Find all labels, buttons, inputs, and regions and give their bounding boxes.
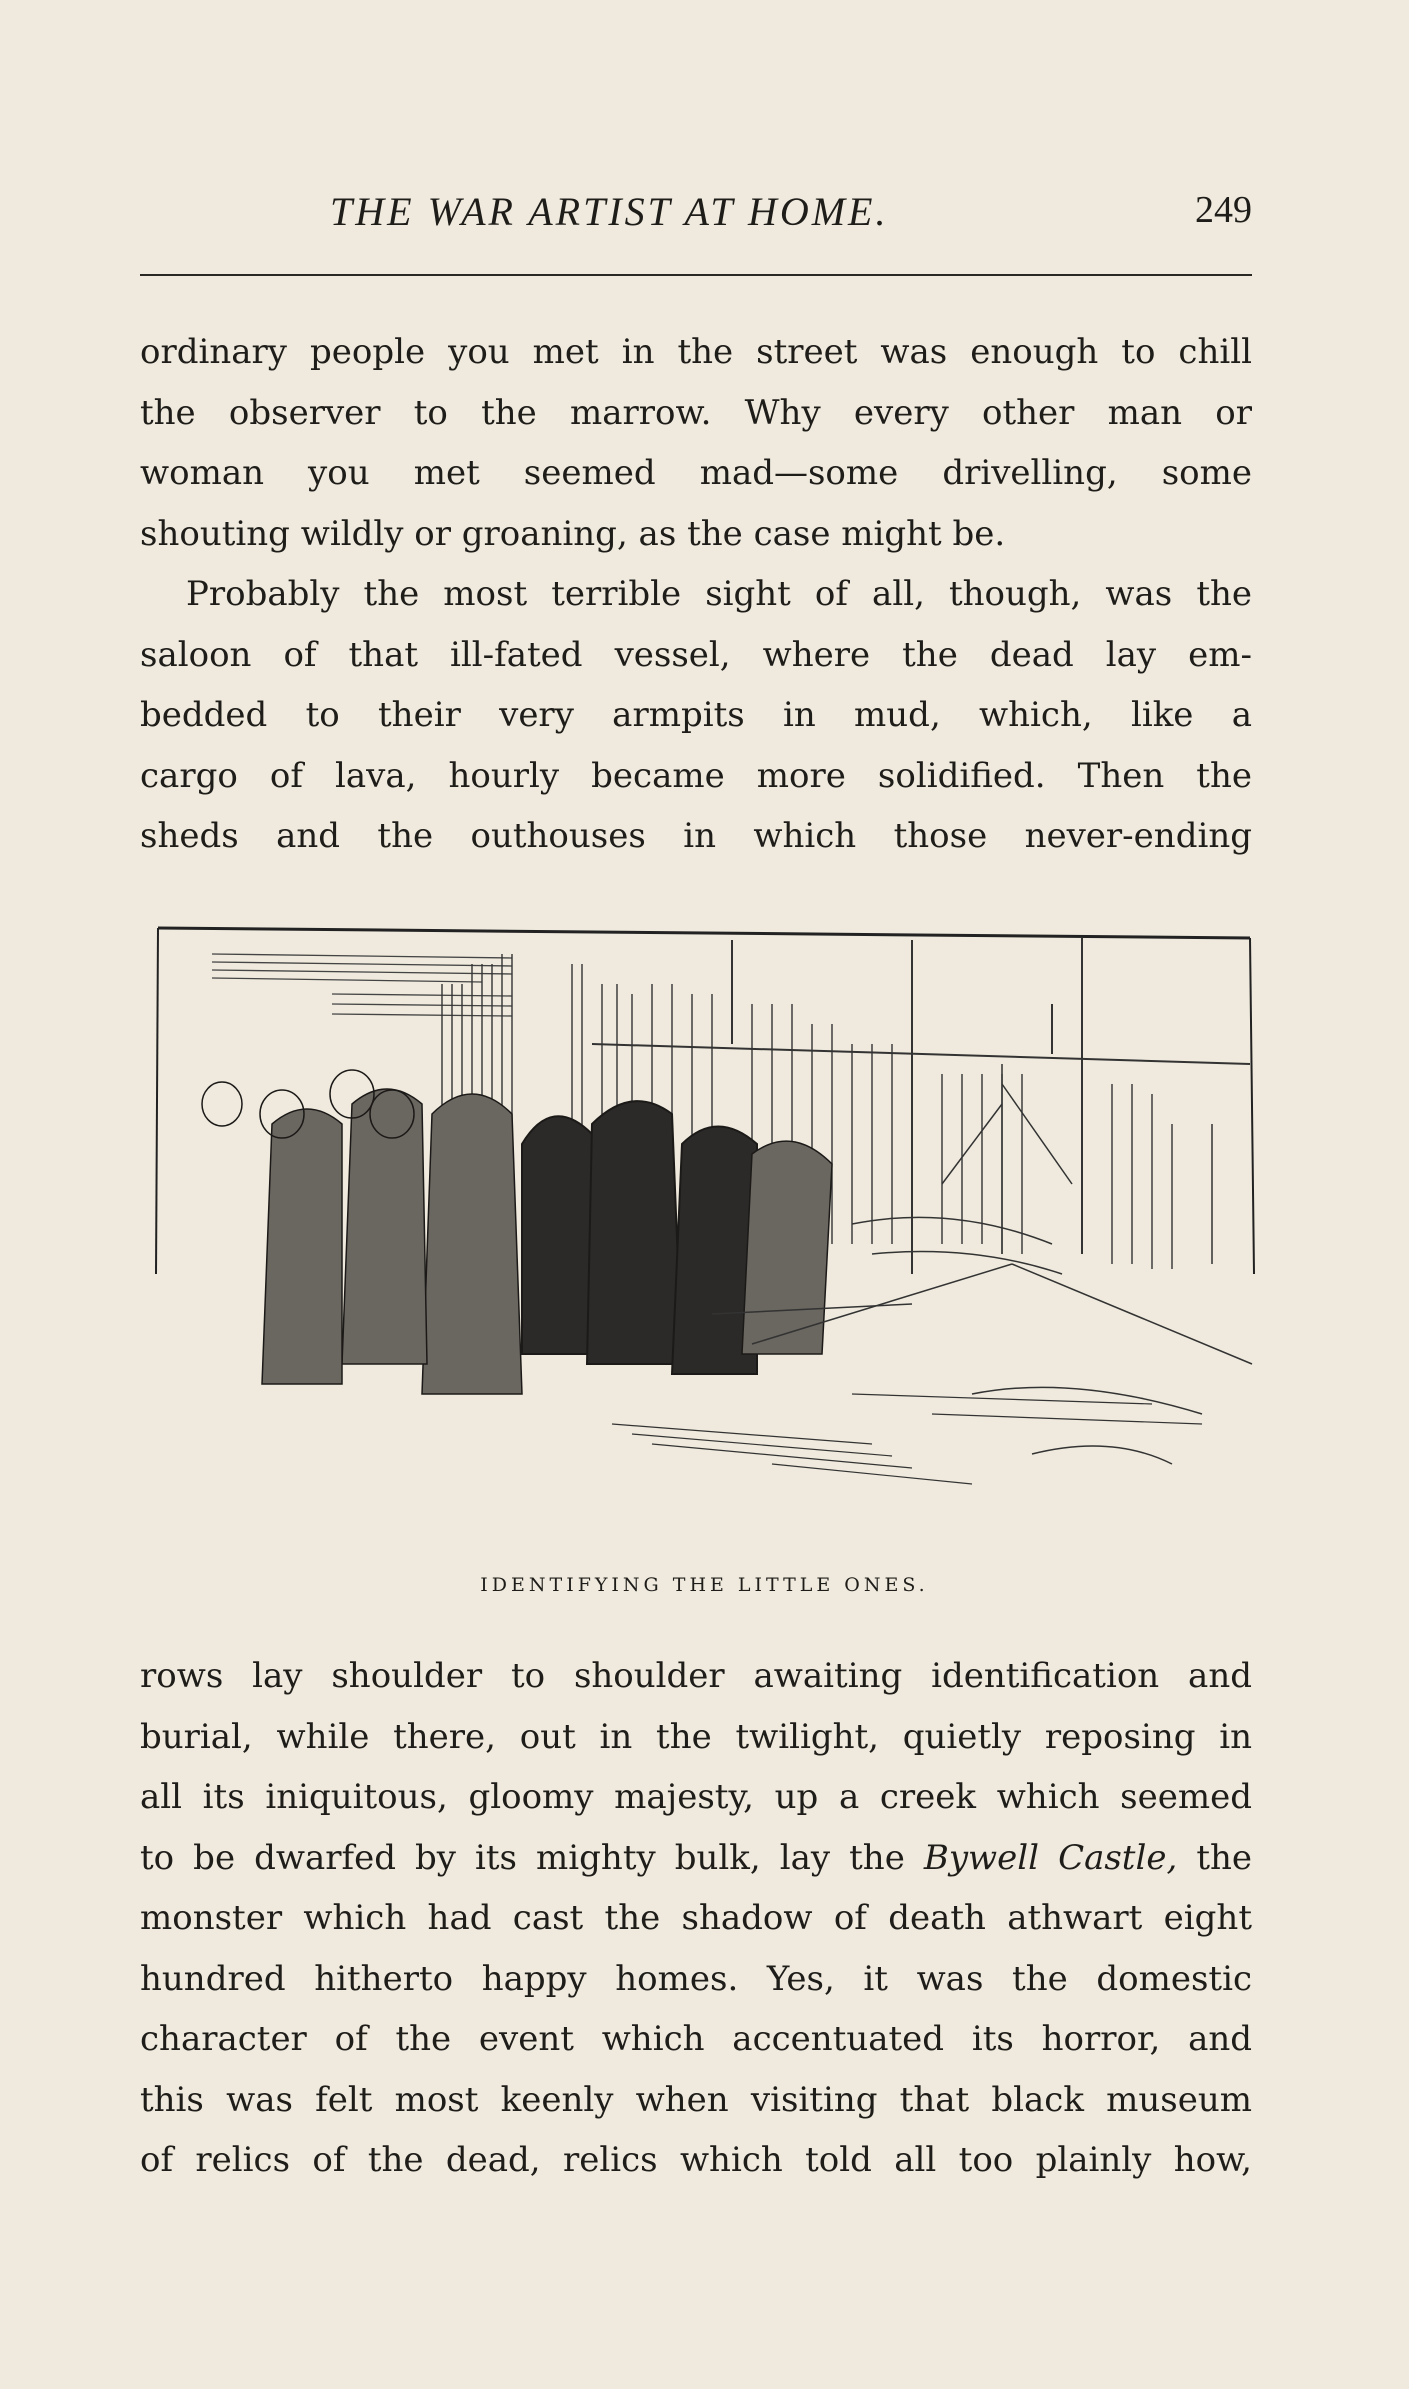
illustration-caption: IDENTIFYING THE LITTLE ONES. [480, 1574, 929, 1596]
text-segment: the [1177, 1837, 1253, 1878]
text-line: shouting wildly or groaning, as the case might be. [140, 513, 1006, 554]
text-line: ordinary people you met in the street was enough to chill [140, 332, 1252, 372]
text-line: all its iniquitous, gloomy majesty, up a creek which seemed [140, 1777, 1252, 1817]
page-number: 249 [1195, 189, 1252, 231]
text-line: this was felt most keenly when visiting that black museum [140, 2079, 1252, 2120]
text-line-with-ship-name [140, 1828, 1252, 1889]
text-line: bedded to their very armpits in mud, which, like a [140, 695, 1252, 735]
text-line: of relics of the dead, relics which told all too plainly how, [140, 2140, 1252, 2180]
engraving-illustration [152, 924, 1260, 1544]
text-line: burial, while there, out in the twilight, quietly reposing in [140, 1716, 1252, 1757]
page-header [140, 188, 1252, 248]
text-line: monster which had cast the shadow of death athwart eight [140, 1898, 1252, 1938]
text-line: rows lay shoulder to shoulder awaiting identification and [140, 1656, 1252, 1696]
text-line: cargo of lava, hourly became more solidified. Then the [140, 755, 1252, 796]
text-line: the observer to the marrow. Why every other man or [140, 392, 1252, 433]
text-line: Probably the most terrible sight of all, though, was the [186, 574, 1252, 614]
text-line: character of the event which accentuated its horror, and [140, 2019, 1252, 2059]
bottom-text-block [140, 1646, 1252, 2191]
top-text-block [140, 322, 1252, 867]
text-line: hundred hitherto happy homes. Yes, it was the domestic [140, 1958, 1252, 1999]
text-line: saloon of that ill-fated vessel, where the dead lay em- [140, 634, 1252, 675]
text-segment: to be dwarfed by its mighty bulk, lay the [140, 1837, 924, 1878]
header-rule [140, 274, 1252, 276]
text-line: sheds and the outhouses in which those never-ending [140, 816, 1252, 856]
text-line: woman you met seemed mad—some drivelling, some [140, 453, 1252, 493]
running-title: THE WAR ARTIST AT HOME. [330, 189, 889, 234]
ship-name: Bywell Castle, [923, 1837, 1178, 1878]
